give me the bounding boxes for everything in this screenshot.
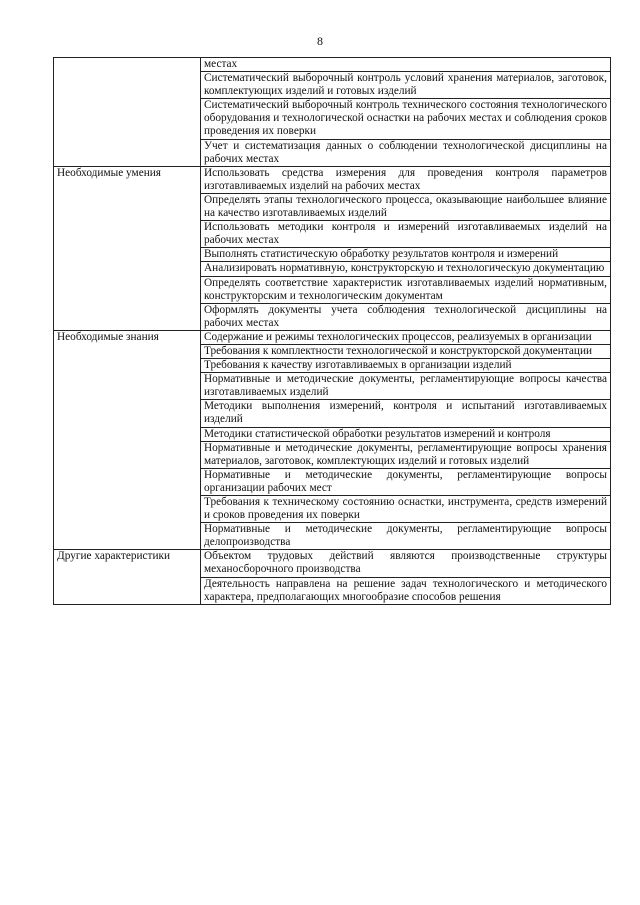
section-label-cell (54, 427, 201, 441)
table-row (54, 330, 611, 344)
table-row (54, 427, 611, 441)
table-row (54, 166, 611, 193)
section-label-cell (54, 496, 201, 523)
table-row (54, 550, 611, 577)
table-row (54, 373, 611, 400)
table-body (54, 58, 611, 605)
competency-table (53, 57, 611, 605)
requirement-cell: Учет и систематизация данных о соблюдении технологической дисциплины на рабочих местах (201, 139, 611, 166)
section-label-cell (54, 248, 201, 262)
section-label-cell (54, 400, 201, 427)
section-label-cell (54, 344, 201, 358)
requirement-cell: Выполнять статистическую обработку результатов контроля и измерений (201, 248, 611, 262)
table-row (54, 303, 611, 330)
requirement-cell: Систематический выборочный контроль условий хранения материалов, заготовок, комплектующих изделий и готовых изделий (201, 72, 611, 99)
section-label-cell (54, 373, 201, 400)
table-row (54, 193, 611, 220)
requirement-cell: Нормативные и методические документы, регламентирующие вопросы качества изготавливаемых изделий (201, 373, 611, 400)
requirement-cell: Методики статистической обработки результатов измерений и контроля (201, 427, 611, 441)
section-label-cell (54, 441, 201, 468)
section-label-cell (54, 99, 201, 139)
section-label-cell (54, 276, 201, 303)
section-label-cell (54, 523, 201, 550)
table-row (54, 221, 611, 248)
table-row (54, 468, 611, 495)
section-label: Необходимые знания (57, 330, 159, 343)
section-label: Другие характеристики (57, 550, 171, 563)
requirement-cell: Определять этапы технологического процесса, оказывающие наибольшее влияние на качество изготавливаемых изделий (201, 193, 611, 220)
requirement-cell: Требования к комплектности технологической и конструкторской документации (201, 344, 611, 358)
section-label-cell (54, 221, 201, 248)
requirement-cell: Объектом трудовых действий являются производственные структуры механосборочного производства (201, 550, 611, 577)
table-row (54, 276, 611, 303)
requirement-cell: Нормативные и методические документы, регламентирующие вопросы делопроизводства (201, 523, 611, 550)
table-row (54, 400, 611, 427)
section-label-cell (54, 468, 201, 495)
section-label-cell (54, 550, 201, 577)
requirement-cell: Требования к техническому состоянию оснастки, инструмента, средств измерений и сроков проведения их поверки (201, 496, 611, 523)
requirement-cell: Использовать средства измерения для проведения контроля параметров изготавливаемых изделий на рабочих местах (201, 166, 611, 193)
requirement-cell: Использовать методики контроля и измерений изготавливаемых изделий на рабочих местах (201, 221, 611, 248)
section-label: Необходимые умения (57, 166, 161, 179)
section-label-cell (54, 139, 201, 166)
section-label-cell (54, 166, 201, 193)
requirement-cell: Требования к качеству изготавливаемых в организации изделий (201, 359, 611, 373)
section-label-cell (54, 303, 201, 330)
section-label-cell (54, 262, 201, 276)
requirement-cell: Определять соответствие характеристик изготавливаемых изделий нормативным, конструкторским и технологическим документам (201, 276, 611, 303)
table-row (54, 359, 611, 373)
requirement-cell: Систематический выборочный контроль технического состояния технологического оборудования и технологической оснастки на рабочих местах и соблюдения сроков проведения их поверки (201, 99, 611, 139)
requirement-cell: Деятельность направлена на решение задач технологического и методического характера, предполагающих многообразие способов решения (201, 577, 611, 604)
table-row (54, 262, 611, 276)
requirement-cell: Нормативные и методические документы, регламентирующие вопросы хранения материалов, заготовок, комплектующих изделий и готовых изделий (201, 441, 611, 468)
table-row (54, 344, 611, 358)
section-label-cell (54, 359, 201, 373)
requirement-cell: местах (201, 58, 611, 72)
table-row (54, 99, 611, 139)
requirement-cell: Анализировать нормативную, конструкторскую и технологическую документацию (201, 262, 611, 276)
section-label-cell (54, 330, 201, 344)
table-row (54, 523, 611, 550)
table-row (54, 248, 611, 262)
requirement-cell: Нормативные и методические документы, регламентирующие вопросы организации рабочих мест (201, 468, 611, 495)
table-row (54, 441, 611, 468)
section-label-cell (54, 58, 201, 72)
table-row (54, 496, 611, 523)
table-row (54, 577, 611, 604)
section-label-cell (54, 577, 201, 604)
table-row (54, 72, 611, 99)
requirement-cell: Оформлять документы учета соблюдения технологической дисциплины на рабочих местах (201, 303, 611, 330)
requirement-cell: Методики выполнения измерений, контроля и испытаний изготавливаемых изделий (201, 400, 611, 427)
requirement-cell: Содержание и режимы технологических процессов, реализуемых в организации (201, 330, 611, 344)
page-number: 8 (317, 34, 323, 48)
table-row (54, 58, 611, 72)
table-row (54, 139, 611, 166)
section-label-cell (54, 72, 201, 99)
section-label-cell (54, 193, 201, 220)
